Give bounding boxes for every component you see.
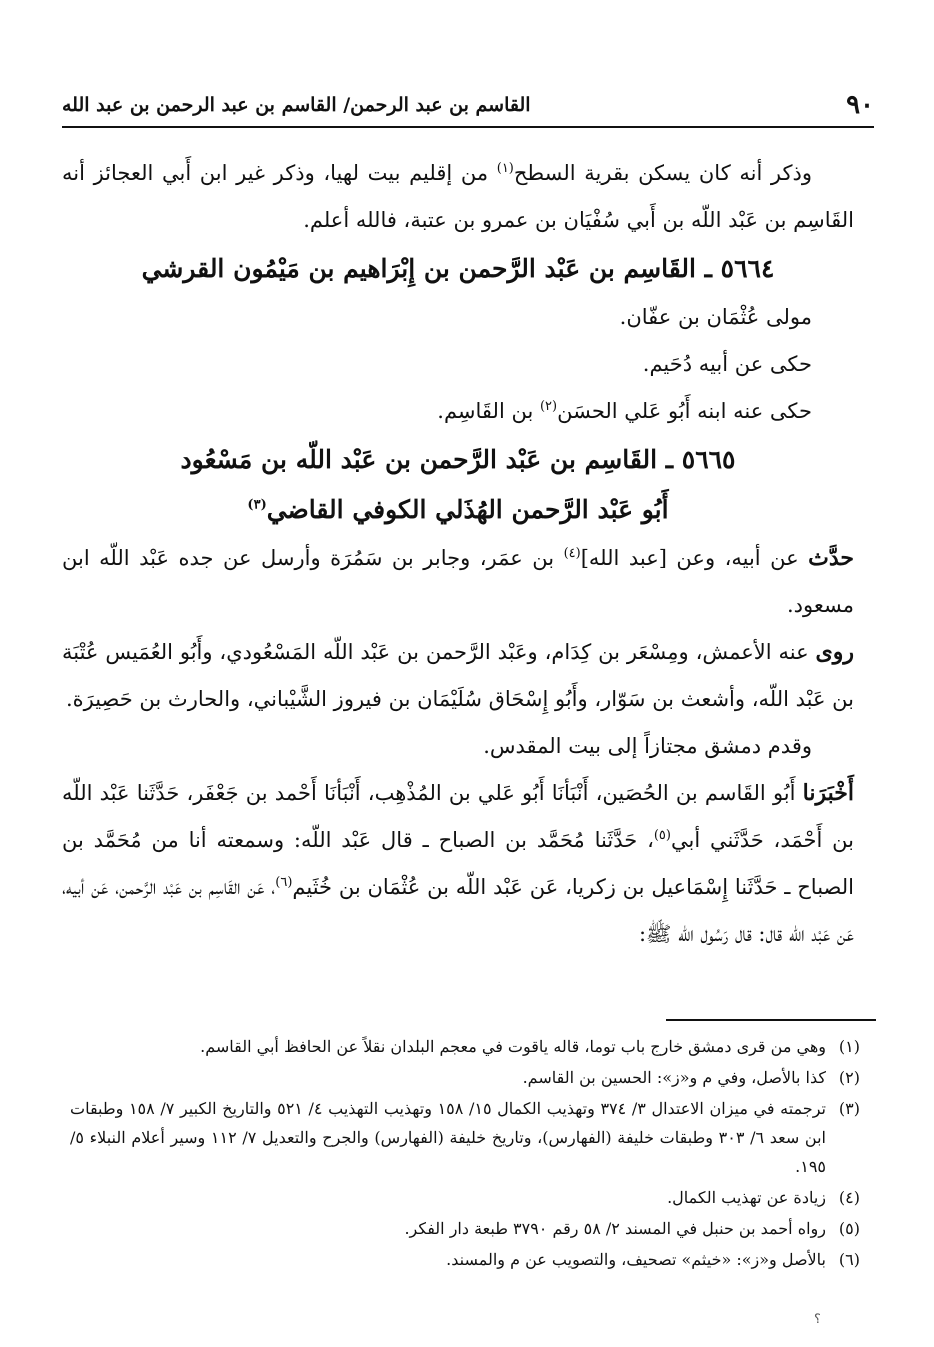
footnote-text: وهي من قرى دمشق خارج باب توما، قاله ياقوت في معجم البلدان نقلاً عن الحافظ أبي القاسم. [200, 1037, 826, 1056]
text-run: بن القَاسِم. [437, 399, 540, 423]
paragraph-rawa [62, 629, 854, 723]
footnotes [70, 1032, 860, 1276]
paragraph-isnad [62, 770, 854, 958]
lead-word: أَخْبَرَنا [802, 780, 854, 806]
lead-word: حدَّث [808, 545, 855, 571]
text-run: أَبُو القَاسم بن الحُصَين، أَنْبَأنَا أَبُو عَلي بن المُذْهِب، أَنْبَأنَا أَحْمد بن جَعْفَر، حَدَّثَنا عَبْد اللّه بن أَحْمَد، حَدَّثَني أبي [62, 781, 854, 852]
footnote-number: (١) [838, 1037, 860, 1056]
page-header [62, 84, 874, 128]
text-run: حكى عنه ابنه أَبُو عَلي الحسَن [557, 399, 812, 423]
paragraph-intro [62, 150, 854, 244]
text-run: ، عَن القَاسِم بن عَبْد الرَّحمن، عَن أبيه، عَن عَبْد اللّه قال: قال رَسُول الله ﷺ: [62, 875, 854, 946]
lead-word: روى [815, 639, 854, 665]
main-text [62, 150, 854, 958]
footnote-text: زيادة عن تهذيب الكمال. [667, 1188, 826, 1207]
paragraph-hakaan: حكى عن أبيه دُحَيم. [642, 352, 812, 376]
text-run: من إقليم بيت لهيا، وذكر غير ابن أَبي العجائز أنه القَاسِم بن عَبْد اللّه بن أَبي سُفْيَان بن عمرو بن عتبة، فالله أعلم. [62, 161, 854, 232]
text-run: أَبُو عَبْد الرَّحمن الهُذَلي الكوفي القاضي [266, 495, 669, 524]
entry-heading-5664: ٥٦٦٤ ـ القَاسِم بن عَبْد الرَّحمن بن إِبْرَاهيم بن مَيْمُون القرشي [141, 254, 775, 283]
footnote-number: (٢) [838, 1068, 860, 1087]
footnote-4 [70, 1183, 860, 1212]
footnote-ref-5[interactable]: (٥) [653, 828, 671, 843]
footnote-ref-4[interactable]: (٤) [563, 546, 581, 561]
footnote-3 [70, 1094, 860, 1181]
footnote-text: بالأصل و«ز»: «خيثم» تصحيف، والتصويب عن م والمسند. [446, 1250, 826, 1269]
footnote-ref-2[interactable]: (٢) [539, 399, 558, 414]
text-run: عن أبيه، وعن [عبد الله] [580, 546, 809, 570]
entry-heading-5665-line2 [62, 485, 854, 535]
footnote-1 [70, 1032, 860, 1061]
footnote-number: (٦) [838, 1250, 860, 1269]
paragraph-haddath [62, 535, 854, 629]
text-run: بن عمَر، وجابر بن سَمُرَة وأرسل عن جده عَبْد اللّه ابن مسعود. [62, 546, 854, 617]
entry-heading-5665-line1: ٥٦٦٥ ـ القَاسِم بن عَبْد الرَّحمن بن عَبْد اللّه بن مَسْعُود [180, 445, 736, 474]
paragraph-hakaanhu [62, 388, 854, 435]
footnote-number: (٤) [838, 1188, 860, 1207]
footnote-2 [70, 1063, 860, 1092]
text-run: وذكر أنه كان يسكن بقرية السطح [513, 161, 812, 185]
footnote-text: كذا بالأصل، وفي م و«ز»: الحسين بن القاسم. [522, 1068, 826, 1087]
paragraph-mawla: مولى عُثْمَان بن عفّان. [619, 305, 812, 329]
corner-mark: ؟ [814, 1312, 821, 1327]
text-run: ، حَدَّثَنا مُحَمَّد بن الصباح ـ قال عَبْد اللّه: وسمعته أنا من مُحَمَّد بن الصباح ـ حَدَّثَنا إِسْمَاعيل بن زكريا، عَن عَبْد اللّه بن عُثْمَان بن خُثَيم [62, 828, 854, 899]
footnote-divider [666, 1019, 876, 1021]
footnote-ref-3[interactable]: (٣) [247, 497, 267, 513]
footnote-number: (٥) [838, 1219, 860, 1238]
footnote-ref-1[interactable]: (١) [496, 161, 514, 176]
footnote-6 [70, 1245, 860, 1274]
running-title: القاسم بن عبد الرحمن/ القاسم بن عبد الرحمن بن عبد الله [62, 94, 531, 116]
footnote-5 [70, 1214, 860, 1243]
paragraph-damascus: وقدم دمشق مجتازاً إلى بيت المقدس. [483, 734, 812, 758]
entry-heading-5665 [62, 435, 854, 535]
text-run: عنه الأعمش، ومِسْعَر بن كِدَام، وعَبْد الرَّحمن بن عَبْد اللّه المَسْعُودي، وأَبُو العُمَيس عُتْبَة بن عَبْد اللّه، وأشعث بن سَوّار، وأَبُو إِسْحَاق سُلَيْمَان بن فيروز الشَّيْباني، والحارث بن حَصِيرَة. [62, 640, 854, 711]
footnote-number: (٣) [838, 1099, 860, 1118]
page-number: ٩٠ [846, 90, 874, 120]
footnote-text: رواه أحمد بن حنبل في المسند ٢/ ٥٨ رقم ٣٧٩٠ طبعة دار الفكر. [404, 1219, 826, 1238]
footnote-text: ترجمته في ميزان الاعتدال ٣/ ٣٧٤ وتهذيب الكمال ١٥/ ١٥٨ وتهذيب التهذيب ٤/ ٥٢١ والتاريخ الكبير ٧/ ١٥٨ وطبقات ابن سعد ٦/ ٣٠٣ وطبقات خليفة (الفهارس)، وتاريخ خليفة (الفهارس) والجرح والتعديل ٧/ ١١٢ وسير أعلام النبلاء ٥/ ١٩٥. [70, 1099, 827, 1176]
footnote-ref-6[interactable]: (٦) [275, 875, 293, 890]
